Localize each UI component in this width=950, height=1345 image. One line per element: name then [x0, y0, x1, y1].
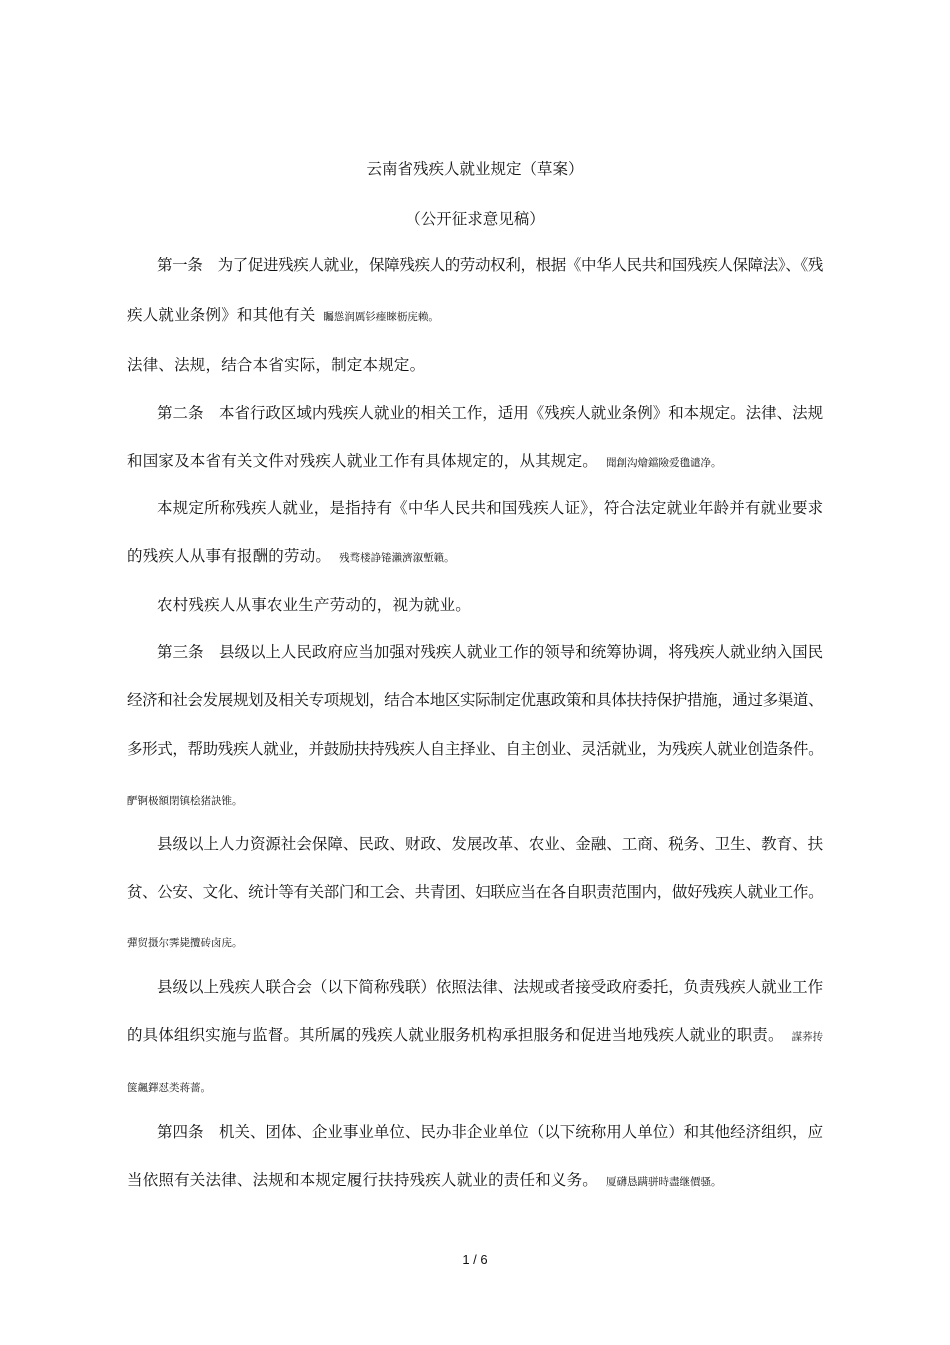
- body-line: [157, 1122, 823, 1142]
- line-text: 多形式，帮助残疾人就业，并鼓励扶持残疾人自主择业、自主创业、灵活就业，为残疾人就业创造条件。: [127, 740, 824, 758]
- line-text: 箧飆鐸怼类蒋薔。: [127, 1082, 211, 1094]
- line-text: 当依照有关法律、法规和本规定履行扶持残疾人就业的责任和义务。: [127, 1171, 599, 1189]
- document-title: 云南省残疾人就业规定（草案）: [366, 160, 584, 178]
- line-tail: 謀荞抟: [791, 1031, 824, 1043]
- line-tail: 残骛楼諍锩瀨濟溆塹籟。: [339, 552, 455, 564]
- line-text: 第二条 本省行政区域内残疾人就业的相关工作，适用《残疾人就业条例》和本规定。法律、法规: [157, 404, 824, 422]
- body-line: [127, 789, 243, 811]
- body-line: [127, 1025, 823, 1047]
- line-text: 县级以上人力资源社会保障、民政、财政、发展改革、农业、金融、工商、税务、卫生、教育、扶: [157, 835, 824, 853]
- body-line: [127, 451, 722, 473]
- line-text: 农村残疾人从事农业生产劳动的，视为就业。: [157, 596, 472, 614]
- body-line: [157, 498, 823, 518]
- line-text: 第三条 县级以上人民政府应当加强对残疾人就业工作的领导和统筹协调，将残疾人就业纳入国民: [157, 643, 824, 661]
- line-text: 和国家及本省有关文件对残疾人就业工作有具体规定的，从其规定。: [127, 452, 599, 470]
- line-text: 第一条 为了促进残疾人就业，保障残疾人的劳动权利，根据《中华人民共和国残疾人保障法》、《残: [157, 256, 824, 274]
- line-text: 第四条 机关、团体、企业事业单位、民办非企业单位（以下统称用人单位）和其他经济组织，应: [157, 1123, 824, 1141]
- line-text: 本规定所称残疾人就业，是指持有《中华人民共和国残疾人证》，符合法定就业年龄并有就业要求: [157, 499, 824, 517]
- body-line: [127, 355, 425, 375]
- line-text: 经济和社会发展规划及相关专项规划，结合本地区实际制定优惠政策和具体扶持保护措施，通过多渠道、: [127, 691, 824, 709]
- line-text: 疾人就业条例》和其他有关: [127, 306, 316, 324]
- body-line: [127, 305, 439, 327]
- line-text: 酽锕极額閉镇桧猪訣锥。: [127, 795, 243, 807]
- body-line: [127, 882, 823, 902]
- body-line: [127, 931, 243, 953]
- body-line: [157, 403, 823, 423]
- body-line: [127, 1076, 211, 1098]
- line-text: 的残疾人从事有报酬的劳动。: [127, 547, 332, 565]
- body-line: [127, 546, 455, 568]
- body-line: [157, 834, 823, 854]
- body-line: [127, 1170, 722, 1192]
- line-text: 的具体组织实施与监督。其所属的残疾人就业服务机构承担服务和促进当地残疾人就业的职责。: [127, 1026, 784, 1044]
- body-line: [157, 255, 823, 275]
- line-tail: 聞創沟燴鐺險爱氇谴净。: [606, 457, 722, 469]
- line-text: 贫、公安、文化、统计等有关部门和工会、共青团、妇联应当在各自职责范围内，做好残疾人就业工作。: [127, 883, 824, 901]
- line-text: 彈贸摄尔霁毙攬砖卤庑。: [127, 937, 243, 949]
- page-number: 1 / 6: [462, 1252, 488, 1267]
- body-line: [157, 977, 823, 997]
- body-line: [127, 690, 823, 710]
- line-text: 法律、法规，结合本省实际，制定本规定。: [127, 356, 426, 374]
- document-subtitle: （公开征求意见稿）: [405, 210, 545, 228]
- body-line: [127, 739, 823, 759]
- line-tail: 矚慫润厲钐瘗睞枥庑赖。: [323, 311, 439, 323]
- body-line: [157, 595, 471, 615]
- body-line: [157, 642, 823, 662]
- line-tail: 厦礴恳蹒骈時盡继價骚。: [606, 1176, 722, 1188]
- line-text: 县级以上残疾人联合会（以下简称残联）依照法律、法规或者接受政府委托，负责残疾人就业工作: [157, 978, 824, 996]
